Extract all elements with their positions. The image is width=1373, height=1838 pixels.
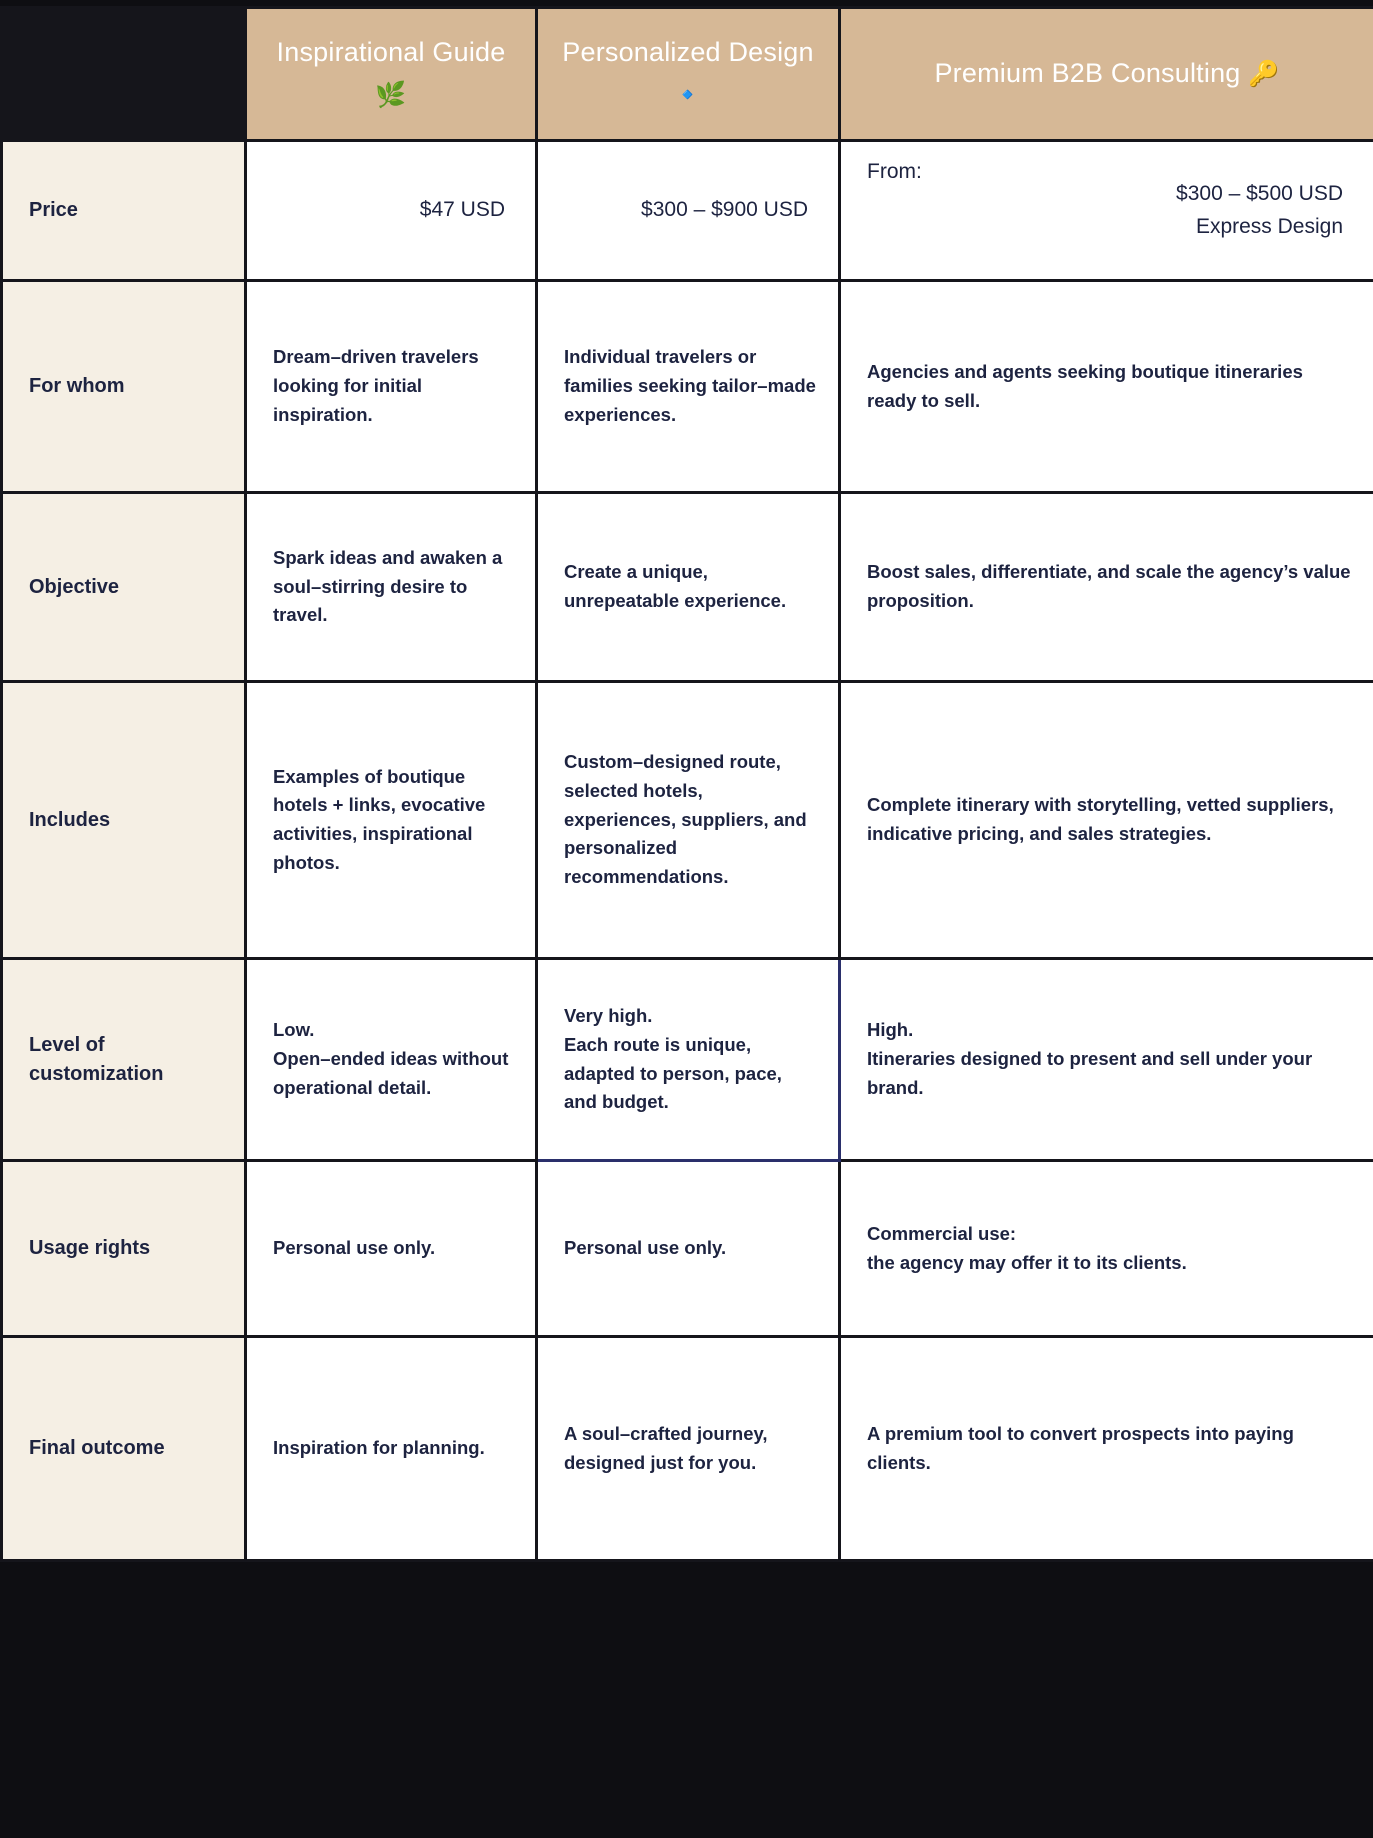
table-header bbox=[2, 8, 1373, 141]
key-icon: 🔑 bbox=[1248, 60, 1280, 89]
cell-line-1: High. bbox=[867, 1019, 914, 1041]
cell-line-1: Commercial use: bbox=[867, 1222, 1017, 1244]
column-header-label: Inspirational Guide bbox=[276, 37, 506, 68]
cell-line-1: Low. bbox=[273, 1019, 315, 1041]
table-body bbox=[2, 141, 1373, 1561]
cell-objective-personalized: Create a unique, unrepeatable experience. bbox=[537, 493, 840, 682]
row-label-for-whom: For whom bbox=[2, 281, 246, 493]
cell-line-2: the agency may offer it to its clients. bbox=[867, 1251, 1187, 1273]
cell-for-whom-premium: Agencies and agents seeking boutique itineraries ready to sell. bbox=[840, 281, 1373, 493]
cell-customization-premium bbox=[840, 959, 1373, 1161]
row-label-price: Price bbox=[2, 141, 246, 281]
cell-line-1: Very high. bbox=[564, 1005, 653, 1027]
row-label-includes: Includes bbox=[2, 682, 246, 959]
cell-price-inspirational: $47 USD bbox=[246, 141, 537, 281]
price-from-label: From: bbox=[867, 160, 922, 183]
cell-customization-inspirational bbox=[246, 959, 537, 1161]
diamond-icon: 🔹 bbox=[672, 81, 704, 109]
leaf-icon: 🌿 bbox=[375, 81, 407, 109]
price-value-line-1: $300 – $500 USD bbox=[1176, 181, 1343, 205]
cell-objective-inspirational: Spark ideas and awaken a soul–stirring desire to travel. bbox=[246, 493, 537, 682]
column-header-label: Personalized Design bbox=[562, 37, 814, 68]
table-row bbox=[2, 959, 1373, 1161]
cell-objective-premium: Boost sales, differentiate, and scale the agency’s value proposition. bbox=[840, 493, 1373, 682]
table-row bbox=[2, 1337, 1373, 1561]
row-label-final-outcome: Final outcome bbox=[2, 1337, 246, 1561]
cell-for-whom-personalized: Individual travelers or families seeking tailor–made experiences. bbox=[537, 281, 840, 493]
cell-final-outcome-inspirational: Inspiration for planning. bbox=[246, 1337, 537, 1561]
row-label-level-of-customization: Level of customization bbox=[2, 959, 246, 1161]
cell-includes-inspirational: Examples of boutique hotels + links, evocative activities, inspirational photos. bbox=[246, 682, 537, 959]
cell-usage-personalized: Personal use only. bbox=[537, 1161, 840, 1337]
price-value-line-2: Express Design bbox=[1195, 214, 1343, 238]
row-label-objective: Objective bbox=[2, 493, 246, 682]
column-header-inspirational-guide bbox=[246, 8, 537, 141]
cell-final-outcome-premium: A premium tool to convert prospects into paying clients. bbox=[840, 1337, 1373, 1561]
cell-for-whom-inspirational: Dream–driven travelers looking for initial inspiration. bbox=[246, 281, 537, 493]
cell-line-2: Open–ended ideas without operational detail. bbox=[273, 1048, 509, 1098]
cell-line-2: Itineraries designed to present and sell under your brand. bbox=[867, 1048, 1313, 1098]
table-row bbox=[2, 141, 1373, 281]
cell-customization-personalized bbox=[537, 959, 840, 1161]
cell-usage-inspirational: Personal use only. bbox=[246, 1161, 537, 1337]
cell-final-outcome-personalized: A soul–crafted journey, designed just for you. bbox=[537, 1337, 840, 1561]
offer-comparison-table bbox=[0, 6, 1373, 1562]
column-header-label: Premium B2B Consulting bbox=[934, 58, 1241, 89]
column-header-premium-b2b-consulting bbox=[840, 8, 1373, 141]
table-row bbox=[2, 682, 1373, 959]
cell-line-2: Each route is unique, adapted to person, pace, and budget. bbox=[564, 1033, 782, 1113]
cell-includes-premium: Complete itinerary with storytelling, vetted suppliers, indicative pricing, and sales strategies. bbox=[840, 682, 1373, 959]
table-row bbox=[2, 1161, 1373, 1337]
cell-price-personalized: $300 – $900 USD bbox=[537, 141, 840, 281]
table-row bbox=[2, 493, 1373, 682]
header-row bbox=[2, 8, 1373, 141]
cell-usage-premium bbox=[840, 1161, 1373, 1337]
table-row bbox=[2, 281, 1373, 493]
cell-price-premium bbox=[840, 141, 1373, 281]
column-header-personalized-design bbox=[537, 8, 840, 141]
table-corner-cell bbox=[2, 8, 246, 141]
row-label-usage-rights: Usage rights bbox=[2, 1161, 246, 1337]
cell-includes-personalized: Custom–designed route, selected hotels, experiences, suppliers, and personalized recommendations. bbox=[537, 682, 840, 959]
